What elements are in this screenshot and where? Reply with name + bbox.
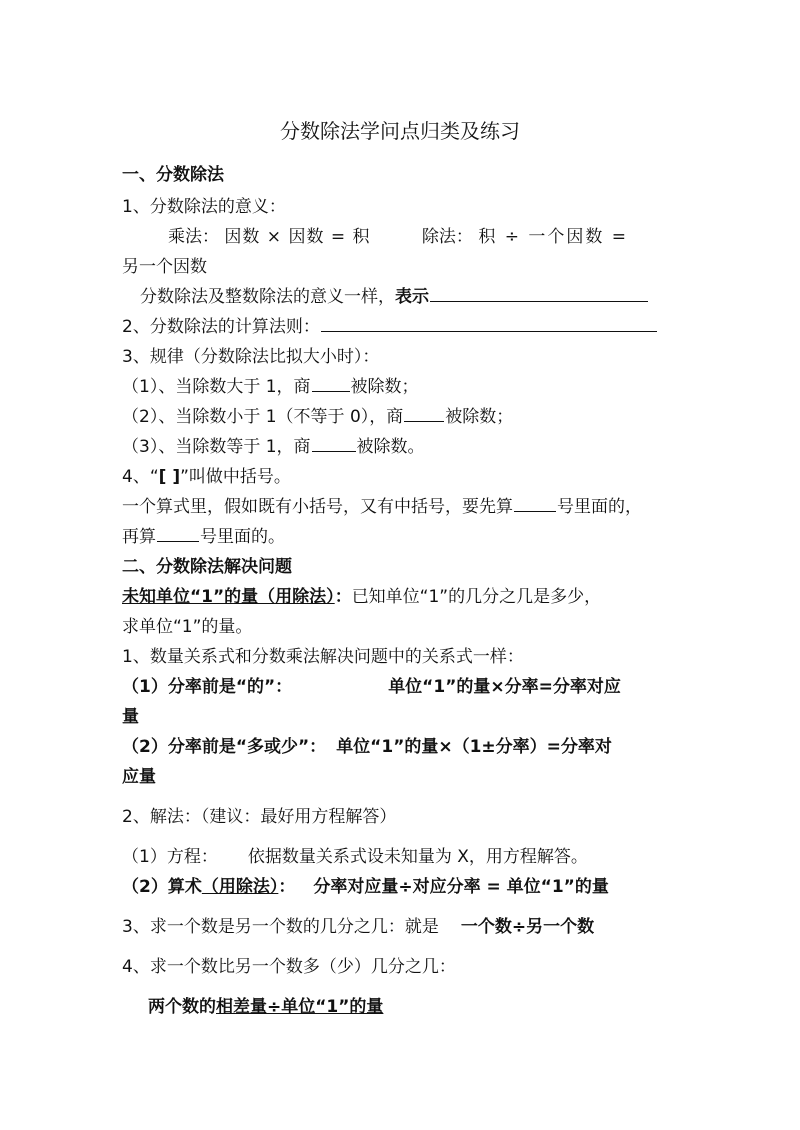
rule-label: 2、分数除法的计算法则：: [122, 317, 320, 337]
arithmetic-row: [122, 876, 682, 898]
rule-1: [122, 376, 682, 398]
rule-2-end: 被除数；: [445, 407, 514, 427]
unknown-unit-colon: ：: [334, 587, 352, 607]
rule-2: [122, 406, 682, 428]
fraction-of-formula: 一个数÷另一个数: [460, 917, 595, 937]
case-2-continuation: 应量: [122, 767, 156, 787]
bracket-rule-line1: [122, 496, 682, 518]
divide-label: 除法：: [421, 227, 473, 247]
rule-3-end: 被除数。: [356, 437, 425, 457]
bracket-label: 4、“: [122, 467, 159, 487]
page-title: 分数除法学问点归类及练习: [280, 119, 520, 143]
arithmetic-colon: ：: [278, 877, 296, 897]
bracket-rule-text: 一个算式里，假如既有小括号，又有中括号，要先算: [122, 497, 513, 517]
item-division-meaning: 1、分数除法的意义：: [122, 197, 286, 217]
rule-3-text: （3）、当除数等于 1，商: [122, 437, 311, 457]
answer-blank: [157, 526, 199, 542]
case-1-formula: 单位“1”的量×分率=分率对应: [388, 677, 621, 697]
rule-1-end: 被除数；: [350, 377, 419, 397]
fraction-of-item: [122, 916, 682, 938]
bracket-rule-text2: 再算: [122, 527, 156, 547]
meaning-bold: 表示: [395, 287, 429, 307]
bracket-rule-text2-end: 号里面的。: [200, 527, 285, 547]
arithmetic-method: （用除法）: [201, 877, 279, 897]
difference-label: 两个数的: [148, 997, 216, 1017]
answer-blank: [430, 286, 648, 302]
unknown-unit-row2: 求单位“1”的量。: [122, 617, 253, 637]
bracket-symbol: [ ]: [158, 467, 181, 487]
bracket-rule-line2: [122, 526, 682, 548]
meaning-text: 分数除法及整数除法的意义一样，: [140, 287, 395, 307]
formula-row: [122, 226, 682, 248]
item-comparison: 3、规律（分数除法比拟大小时）：: [122, 347, 380, 367]
arithmetic-formula: 分率对应量÷对应分率 = 单位“1”的量: [313, 877, 609, 897]
rule-3: [122, 436, 682, 458]
bracket-rule-text-end: 号里面的，: [557, 497, 642, 517]
rule-1-text: （1）、当除数大于 1，商: [122, 377, 311, 397]
unknown-unit-row: [122, 586, 682, 608]
case-2-row: [122, 736, 682, 758]
unknown-unit-text: 已知单位“1”的几分之几是多少，: [351, 587, 602, 607]
answer-blank: [404, 406, 444, 422]
formula-continuation: 另一个因数: [122, 257, 207, 277]
case-2-label: （2）分率前是“多或少”：: [122, 737, 327, 757]
rule-row: [122, 316, 682, 338]
multiply-label: 乘法：: [168, 227, 219, 247]
relation-item: 1、数量关系式和分数乘法解决问题中的关系式一样：: [122, 647, 524, 667]
case-1-continuation: 量: [122, 707, 139, 727]
answer-blank: [321, 316, 657, 332]
rule-2-text: （2）、当除数小于 1（不等于 0），商: [122, 407, 404, 427]
fraction-of-text: 3、求一个数是另一个数的几分之几：就是: [122, 917, 439, 937]
divide-formula: 积 ÷ 一个因数 =: [478, 227, 629, 247]
arithmetic-label: （2）算术: [122, 877, 202, 897]
multiply-formula: 因数 × 因数 = 积: [224, 227, 371, 247]
more-less-item: 4、求一个数比另一个数多（少）几分之几：: [122, 957, 456, 977]
answer-blank: [514, 496, 556, 512]
solution-item: 2、解法：（建议：最好用方程解答）: [122, 807, 397, 827]
meaning-row: [122, 286, 682, 308]
case-1-label: （1）分率前是“的”：: [122, 677, 293, 697]
unknown-unit-heading: 未知单位“1”的量（用除法）: [122, 587, 335, 607]
equation-text: 依据数量关系式设未知量为 X，用方程解答。: [247, 847, 588, 867]
case-2-formula: 单位“1”的量×（1±分率）=分率对: [336, 737, 612, 757]
answer-blank: [312, 376, 350, 392]
section-heading-division: 一、分数除法: [122, 165, 224, 185]
answer-blank: [312, 436, 356, 452]
bracket-label-end: ”叫做中括号。: [180, 467, 291, 487]
equation-row: [122, 846, 682, 868]
equation-label: （1）方程：: [122, 847, 218, 867]
difference-row: [122, 996, 682, 1018]
difference-formula: 相差量÷单位“1”的量: [216, 997, 384, 1017]
case-1-row: [122, 676, 682, 698]
item-bracket: [122, 466, 682, 488]
section-heading-problems: 二、分数除法解决问题: [122, 557, 292, 577]
